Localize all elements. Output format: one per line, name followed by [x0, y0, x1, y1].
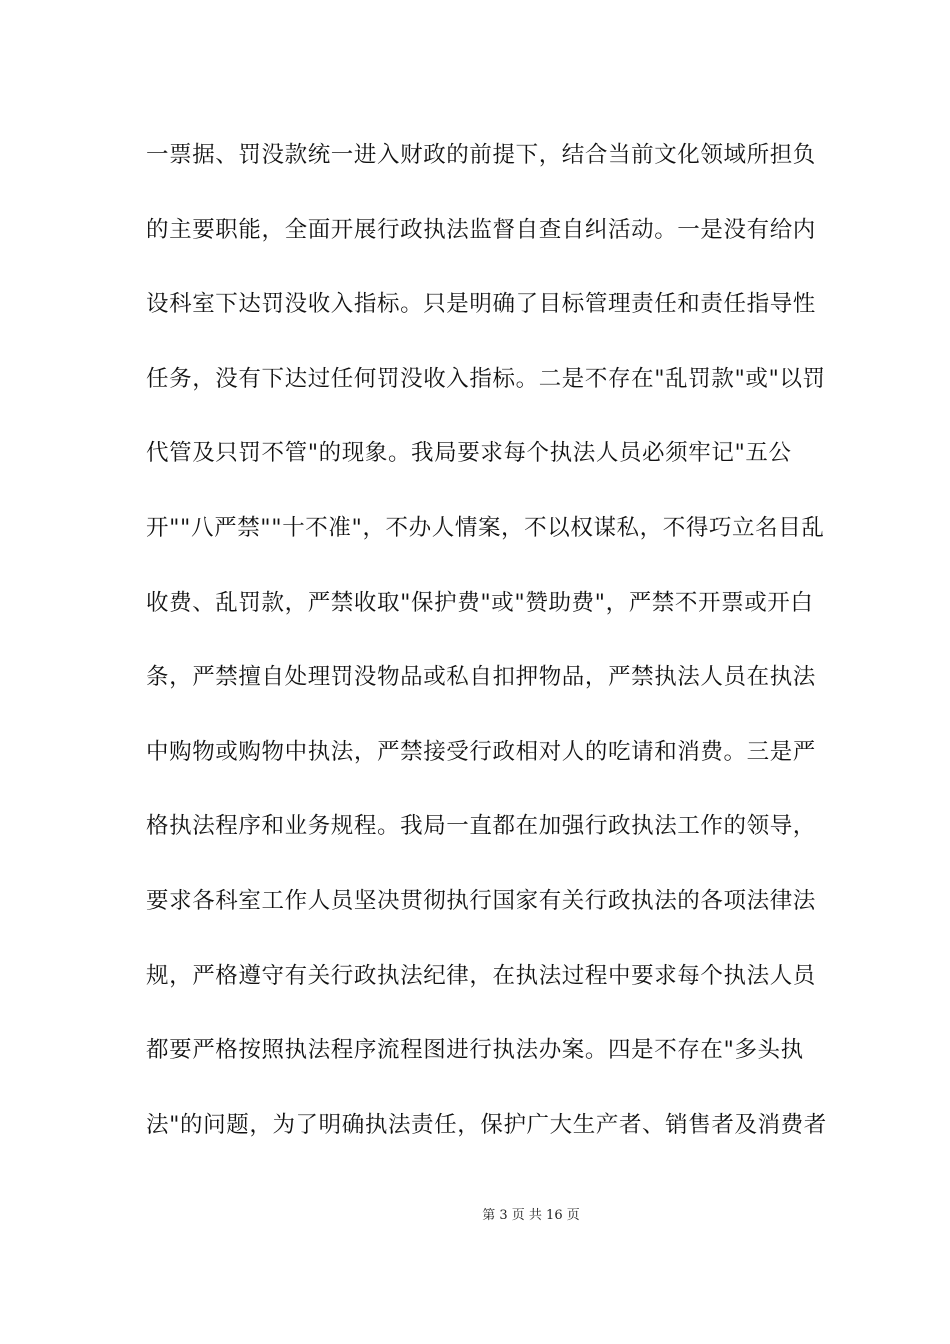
text-line-9: 中购物或购物中执法，严禁接受行政相对人的吃请和消费。三是严	[146, 738, 816, 765]
text-line-10: 格执法程序和业务规程。我局一直都在加强行政执法工作的领导，	[146, 813, 816, 840]
text-line-11: 要求各科室工作人员坚决贯彻执行国家有关行政执法的各项法律法	[146, 887, 816, 914]
body-text	[146, 126, 827, 1170]
text-line-5: 代管及只罚不管"的现象。我局要求每个执法人员必须牢记"五公	[146, 440, 792, 467]
text-line-2: 的主要职能，全面开展行政执法监督自查自纠活动。一是没有给内	[146, 216, 816, 243]
text-line-4: 任务，没有下达过任何罚没收入指标。二是不存在"乱罚款"或"以罚	[146, 365, 826, 392]
text-line-7: 收费、乱罚款，严禁收取"保护费"或"赞助费"，严禁不开票或开白	[146, 589, 814, 616]
text-line-13: 都要严格按照执法程序流程图进行执法办案。四是不存在"多头执	[146, 1037, 804, 1064]
text-line-3: 设科室下达罚没收入指标。只是明确了目标管理责任和责任指导性	[146, 291, 816, 318]
text-line-8: 条，严禁擅自处理罚没物品或私自扣押物品，严禁执法人员在执法	[146, 664, 816, 691]
page-footer	[0, 1206, 950, 1226]
page-number-label: 第 3 页 共 16 页	[482, 1208, 580, 1223]
text-line-14: 法"的问题，为了明确执法责任，保护广大生产者、销售者及消费者	[146, 1111, 827, 1138]
text-line-6: 开""八严禁""十不准"，不办人情案，不以权谋私，不得巧立名目乱	[146, 514, 825, 541]
text-line-1: 一票据、罚没款统一进入财政的前提下，结合当前文化领域所担负	[146, 142, 816, 168]
text-line-12: 规，严格遵守有关行政执法纪律，在执法过程中要求每个执法人员	[146, 962, 816, 989]
